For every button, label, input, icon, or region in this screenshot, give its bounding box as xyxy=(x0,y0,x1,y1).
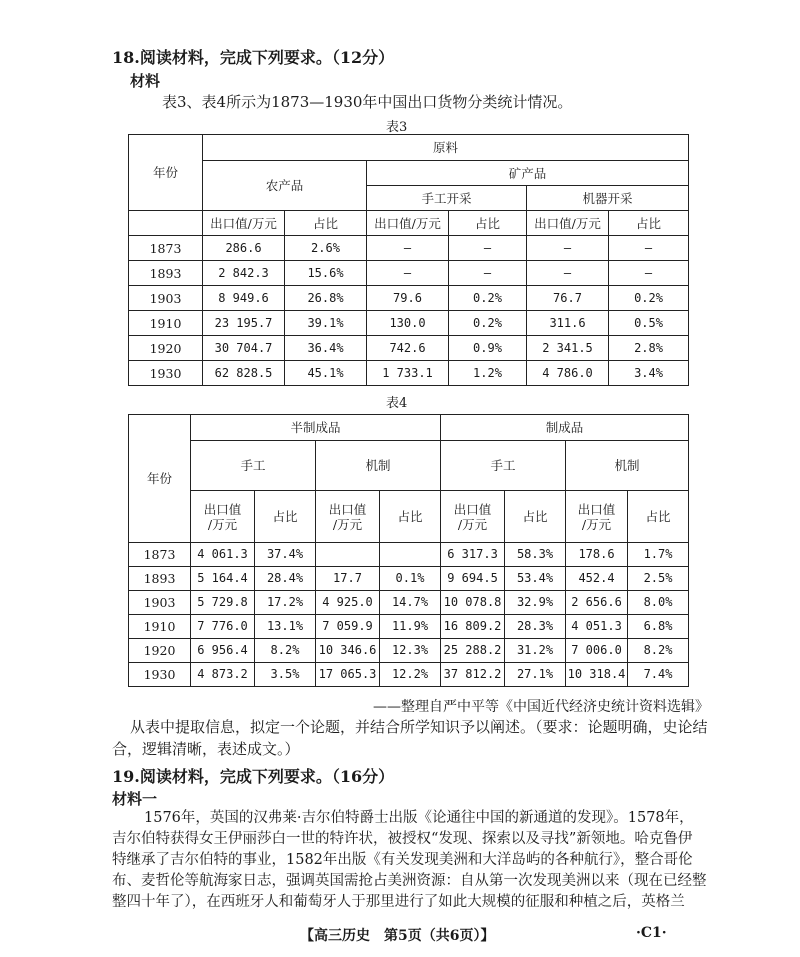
table-cell: 10 078.8 xyxy=(441,591,505,615)
q19-material-label: 材料一 xyxy=(112,790,158,808)
t3-year-header: 年份 xyxy=(129,135,203,211)
table-cell: 16 809.2 xyxy=(441,615,505,639)
t4-value-header-line2: /万元 xyxy=(332,516,363,532)
table-cell: 7.4% xyxy=(628,663,689,687)
table-cell: 7 776.0 xyxy=(191,615,255,639)
table-row xyxy=(129,336,689,361)
year-cell: 1893 xyxy=(129,261,203,286)
table-cell: — xyxy=(449,236,527,261)
table-4 xyxy=(128,414,689,687)
table-cell: 30 704.7 xyxy=(203,336,285,361)
q19-title: 19.阅读材料，完成下列要求。（16分） xyxy=(112,767,395,786)
t4-finished-header: 制成品 xyxy=(441,415,689,441)
table-cell: — xyxy=(367,261,449,286)
table-cell: 178.6 xyxy=(566,543,628,567)
table-cell: 4 925.0 xyxy=(316,591,380,615)
t3-value-header: 出口值/万元 xyxy=(203,211,285,236)
table-cell: 32.9% xyxy=(505,591,566,615)
table-cell: 2.5% xyxy=(628,567,689,591)
t4-value-header xyxy=(566,491,628,543)
t3-machine-mining-header: 机器开采 xyxy=(527,186,689,211)
table-row xyxy=(129,615,689,639)
page-footer: 【高三历史 第5页（共6页）】 xyxy=(300,928,495,944)
year-cell: 1893 xyxy=(129,567,191,591)
table-cell: 8.2% xyxy=(628,639,689,663)
table-cell: 11.9% xyxy=(380,615,441,639)
t3-value-header: 出口值/万元 xyxy=(367,211,449,236)
table-cell: 452.4 xyxy=(566,567,628,591)
t4-value-header-line2: /万元 xyxy=(581,516,612,532)
table-row xyxy=(129,361,689,386)
t4-machine-header: 机制 xyxy=(566,441,689,491)
t4-year-header: 年份 xyxy=(129,415,191,543)
table-cell: 10 346.6 xyxy=(316,639,380,663)
table-cell: 76.7 xyxy=(527,286,609,311)
t4-share-header: 占比 xyxy=(628,491,689,543)
table-row xyxy=(129,591,689,615)
table-cell xyxy=(380,543,441,567)
t3-manual-mining-header: 手工开采 xyxy=(367,186,527,211)
table-row xyxy=(129,286,689,311)
q19-line: 布、麦哲伦等航海家日志，强调英国需抢占美洲资源：自从第一次发现美洲以来（现在已经整 xyxy=(112,873,707,889)
year-cell: 1873 xyxy=(129,543,191,567)
table-cell: 62 828.5 xyxy=(203,361,285,386)
table-cell: 17.2% xyxy=(255,591,316,615)
table-cell: 1 733.1 xyxy=(367,361,449,386)
table-row xyxy=(129,311,689,336)
table-cell: 37 812.2 xyxy=(441,663,505,687)
table-cell: 130.0 xyxy=(367,311,449,336)
table-cell: 36.4% xyxy=(285,336,367,361)
table-cell: 12.2% xyxy=(380,663,441,687)
t3-value-header: 出口值/万元 xyxy=(527,211,609,236)
table-cell: 8 949.6 xyxy=(203,286,285,311)
t4-value-header-line1: 出口值 xyxy=(203,501,242,517)
table-cell: 39.1% xyxy=(285,311,367,336)
table-cell: 3.5% xyxy=(255,663,316,687)
table-cell: — xyxy=(527,236,609,261)
table-cell: 0.9% xyxy=(449,336,527,361)
page-code: ·C1· xyxy=(636,925,667,941)
table-cell: 4 786.0 xyxy=(527,361,609,386)
year-cell: 1910 xyxy=(129,311,203,336)
q19-material-text xyxy=(112,808,712,913)
t4-value-header-line1: 出口值 xyxy=(453,501,492,517)
t3-mineral-header: 矿产品 xyxy=(367,161,689,186)
table-cell: 4 051.3 xyxy=(566,615,628,639)
table4-caption: 表4 xyxy=(386,396,408,411)
table-cell: 4 061.3 xyxy=(191,543,255,567)
q19-line: 1576年，英国的汉弗莱·吉尔伯特爵士出版《论通往中国的新通道的发现》。1578年， xyxy=(144,810,694,826)
q18-task-line2: 合，逻辑清晰，表述成文。） xyxy=(112,740,300,758)
table-cell: 53.4% xyxy=(505,567,566,591)
year-cell: 1873 xyxy=(129,236,203,261)
t4-value-header-line2: /万元 xyxy=(457,516,488,532)
t3-agri-header: 农产品 xyxy=(203,161,367,211)
t4-value-header-line1: 出口值 xyxy=(328,501,367,517)
table-cell: — xyxy=(609,236,689,261)
t4-share-header: 占比 xyxy=(255,491,316,543)
table-row xyxy=(129,567,689,591)
q18-material-label: 材料 xyxy=(130,72,161,90)
table-cell: 37.4% xyxy=(255,543,316,567)
t4-value-header xyxy=(191,491,255,543)
table-cell: 0.2% xyxy=(449,286,527,311)
table-cell: — xyxy=(609,261,689,286)
table-cell: — xyxy=(527,261,609,286)
t4-share-header: 占比 xyxy=(380,491,441,543)
table-cell: 6 317.3 xyxy=(441,543,505,567)
t4-machine-header: 机制 xyxy=(316,441,441,491)
q18-intro: 表3、表4所示为1873—1930年中国出口货物分类统计情况。 xyxy=(162,93,573,111)
t4-value-header-line2: /万元 xyxy=(207,516,238,532)
table-cell: 2.8% xyxy=(609,336,689,361)
t4-value-header-line1: 出口值 xyxy=(577,501,616,517)
table-cell xyxy=(316,543,380,567)
table-cell: 23 195.7 xyxy=(203,311,285,336)
table-3 xyxy=(128,134,689,386)
table-cell: 1.7% xyxy=(628,543,689,567)
year-cell: 1903 xyxy=(129,591,191,615)
table-cell: 8.2% xyxy=(255,639,316,663)
table-cell: 12.3% xyxy=(380,639,441,663)
table-row xyxy=(129,663,689,687)
year-cell: 1903 xyxy=(129,286,203,311)
q19-line: 吉尔伯特获得女王伊丽莎白一世的特许状，被授权“发现、探索以及寻找”新领地。哈克鲁伊 xyxy=(112,831,693,847)
table-cell: 286.6 xyxy=(203,236,285,261)
q18-source: ——整理自严中平等《中国近代经济史统计资料选辑》 xyxy=(373,699,709,715)
table-cell: 28.3% xyxy=(505,615,566,639)
table-cell: — xyxy=(367,236,449,261)
year-cell: 1930 xyxy=(129,361,203,386)
table-cell: 5 164.4 xyxy=(191,567,255,591)
table-cell: 14.7% xyxy=(380,591,441,615)
table-cell: 0.2% xyxy=(609,286,689,311)
table-cell: 7 006.0 xyxy=(566,639,628,663)
table-cell: 0.1% xyxy=(380,567,441,591)
table-cell: — xyxy=(449,261,527,286)
table-row xyxy=(129,261,689,286)
table-cell: 6 956.4 xyxy=(191,639,255,663)
table-cell: 28.4% xyxy=(255,567,316,591)
t4-semi-header: 半制成品 xyxy=(191,415,441,441)
table3-caption: 表3 xyxy=(386,120,408,135)
table-cell: 2 341.5 xyxy=(527,336,609,361)
table-cell: 0.2% xyxy=(449,311,527,336)
table-cell: 45.1% xyxy=(285,361,367,386)
table-row xyxy=(129,236,689,261)
t3-share-header: 占比 xyxy=(285,211,367,236)
year-cell: 1930 xyxy=(129,663,191,687)
table-cell: 742.6 xyxy=(367,336,449,361)
table-cell: 9 694.5 xyxy=(441,567,505,591)
table-cell: 15.6% xyxy=(285,261,367,286)
t4-value-header xyxy=(441,491,505,543)
q18-title: 18.阅读材料，完成下列要求。（12分） xyxy=(112,48,395,67)
table-cell: 17 065.3 xyxy=(316,663,380,687)
table-cell: 1.2% xyxy=(449,361,527,386)
q18-task-line1: 从表中提取信息，拟定一个论题，并结合所学知识予以阐述。（要求：论题明确，史论结 xyxy=(130,718,708,736)
year-cell: 1920 xyxy=(129,639,191,663)
table-cell: 4 873.2 xyxy=(191,663,255,687)
table-cell: 311.6 xyxy=(527,311,609,336)
table-cell: 25 288.2 xyxy=(441,639,505,663)
q19-line: 整四十年了），在西班牙人和葡萄牙人于那里进行了如此大规模的征服和种植之后，英格兰 xyxy=(112,894,685,910)
table-cell: 2 842.3 xyxy=(203,261,285,286)
t4-manual-header: 手工 xyxy=(191,441,316,491)
year-cell: 1920 xyxy=(129,336,203,361)
table-cell: 7 059.9 xyxy=(316,615,380,639)
q19-line: 特继承了吉尔伯特的事业，1582年出版《有关发现美洲和大洋岛屿的各种航行》，整合哥伦 xyxy=(112,852,693,868)
table-cell: 79.6 xyxy=(367,286,449,311)
table-cell: 6.8% xyxy=(628,615,689,639)
table-cell: 31.2% xyxy=(505,639,566,663)
table-cell: 58.3% xyxy=(505,543,566,567)
table-row xyxy=(129,639,689,663)
table-row xyxy=(129,543,689,567)
table-cell: 2.6% xyxy=(285,236,367,261)
table-cell: 26.8% xyxy=(285,286,367,311)
table-cell: 27.1% xyxy=(505,663,566,687)
table-cell: 5 729.8 xyxy=(191,591,255,615)
t4-value-header xyxy=(316,491,380,543)
table-cell: 17.7 xyxy=(316,567,380,591)
table-cell: 0.5% xyxy=(609,311,689,336)
table-cell: 3.4% xyxy=(609,361,689,386)
table-cell: 13.1% xyxy=(255,615,316,639)
t4-manual-header: 手工 xyxy=(441,441,566,491)
year-cell: 1910 xyxy=(129,615,191,639)
table-cell: 2 656.6 xyxy=(566,591,628,615)
t3-share-header: 占比 xyxy=(449,211,527,236)
table-cell: 8.0% xyxy=(628,591,689,615)
t3-raw-header: 原料 xyxy=(203,135,689,161)
table-cell: 10 318.4 xyxy=(566,663,628,687)
t3-share-header: 占比 xyxy=(609,211,689,236)
t4-share-header: 占比 xyxy=(505,491,566,543)
